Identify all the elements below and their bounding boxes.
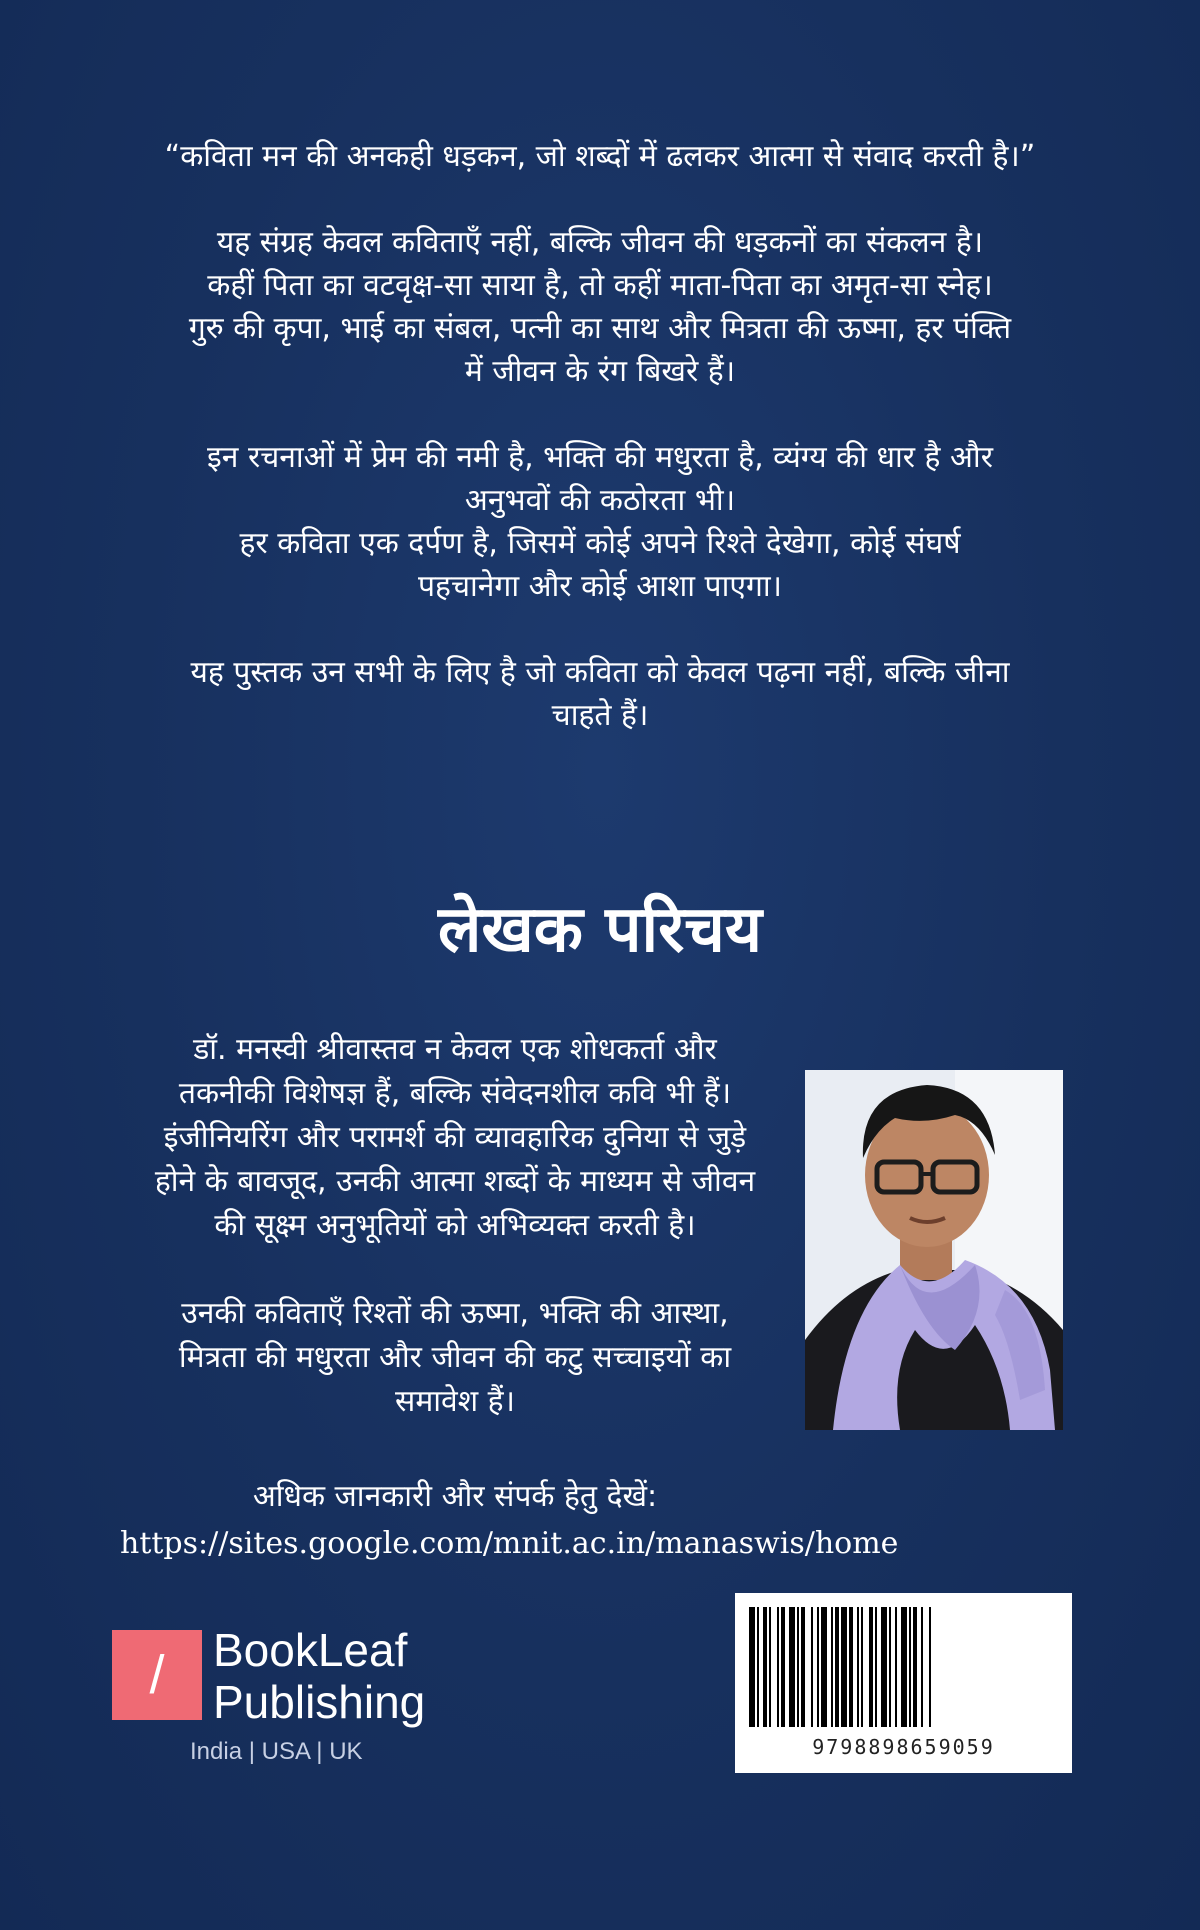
bio-line: डॉ. मनस्वी श्रीवास्तव न केवल एक शोधकर्ता और: [193, 1032, 717, 1067]
author-photo: [805, 1070, 1063, 1430]
barcode-bar: [769, 1607, 771, 1727]
barcode-number: 9798898659059: [812, 1735, 995, 1759]
barcode-bar: [861, 1607, 863, 1727]
blurb-line: में जीवन के रंग बिखरे हैं।: [464, 354, 736, 389]
blurb-line: यह पुस्तक उन सभी के लिए है जो कविता को केवल पढ़ना नहीं, बल्कि जीना: [190, 655, 1010, 690]
barcode-bar: [789, 1607, 795, 1727]
contact-label: अधिक जानकारी और संपर्क हेतु देखें:: [252, 1479, 658, 1514]
barcode-bar: [841, 1607, 847, 1727]
barcode-bar: [857, 1607, 859, 1727]
barcode-bar: [811, 1607, 813, 1727]
blurb-line: अनुभवों की कठोरता भी।: [464, 483, 736, 518]
barcode-bar: [835, 1607, 839, 1727]
blurb-line: कहीं पिता का वटवृक्ष-सा साया है, तो कहीं माता-पिता का अमृत-सा स्नेह।: [207, 268, 993, 303]
barcode-bar: [869, 1607, 873, 1727]
barcode-bar: [797, 1607, 799, 1727]
quote: “कविता मन की अनकही धड़कन, जो शब्दों में ढलकर आत्मा से संवाद करती है।”: [164, 139, 1036, 174]
barcode-bar: [821, 1607, 827, 1727]
barcode-bar: [901, 1607, 907, 1727]
barcode-bar: [831, 1607, 833, 1727]
barcode-bar: [881, 1607, 887, 1727]
barcode-bar: [749, 1607, 755, 1727]
bio-line: इंजीनियरिंग और परामर्श की व्यावहारिक दुनिया से जुड़े: [163, 1120, 747, 1155]
barcode-bar: [913, 1607, 917, 1727]
bio-line: उनकी कविताएँ रिश्तों की ऊष्मा, भक्ति की आस्था,: [181, 1296, 729, 1331]
bio-line: तकनीकी विशेषज्ञ हैं, बल्कि संवेदनशील कवि भी हैं।: [178, 1076, 732, 1111]
barcode-bar: [921, 1607, 923, 1727]
blurb-line: गुरु की कृपा, भाई का संबल, पत्नी का साथ और मित्रता की ऊष्मा, हर पंक्ति: [188, 311, 1012, 346]
blurb-line: इन रचनाओं में प्रेम की नमी है, भक्ति की मधुरता है, व्यंग्य की धार है और: [207, 440, 993, 475]
bio-paragraph-2: [115, 1292, 795, 1424]
barcode-bar: [763, 1607, 767, 1727]
bio-line: मित्रता की मधुरता और जीवन की कटु सच्चाइयों का: [178, 1340, 732, 1375]
bio-paragraph-1: [115, 1028, 795, 1248]
barcode-bar: [801, 1607, 805, 1727]
bio-line: की सूक्ष्म अनुभूतियों को अभिव्यक्त करती है।: [214, 1208, 696, 1243]
blurb-line: यह संग्रह केवल कविताएँ नहीं, बल्कि जीवन की धड़कनों का संकलन है।: [216, 225, 984, 260]
author-bio: [115, 1028, 795, 1468]
barcode-bar: [909, 1607, 911, 1727]
blurb-line: पहचानेगा और कोई आशा पाएगा।: [417, 569, 782, 604]
barcode-bar: [929, 1607, 931, 1727]
barcode-bars-icon: [735, 1593, 1072, 1733]
bio-line: समावेश हैं।: [395, 1384, 515, 1419]
author-portrait-illustration: [805, 1070, 1063, 1430]
slash-icon: /: [149, 1645, 165, 1705]
blurb-paragraph-1: [110, 221, 1090, 393]
blurb-paragraph-3: [110, 651, 1090, 737]
barcode-bar: [781, 1607, 785, 1727]
contact-url[interactable]: https://sites.google.com/mnit.ac.in/manaswis/home: [120, 1526, 899, 1561]
publisher-regions: India | USA | UK: [190, 1738, 363, 1765]
barcode-bar: [777, 1607, 779, 1727]
blurb-line: चाहते हैं।: [551, 698, 649, 733]
publisher-name: [213, 1624, 425, 1728]
blurb-line: हर कविता एक दर्पण है, जिसमें कोई अपने रिश्ते देखेगा, कोई संघर्ष: [239, 526, 961, 561]
barcode-bar: [757, 1607, 759, 1727]
bio-line: होने के बावजूद, उनकी आत्मा शब्दों के माध्यम से जीवन: [154, 1164, 756, 1199]
publisher-name-line: BookLeaf: [213, 1624, 408, 1676]
barcode-bar: [889, 1607, 891, 1727]
barcode-bar: [849, 1607, 853, 1727]
publisher-logo: [112, 1630, 202, 1720]
barcode-bar: [817, 1607, 819, 1727]
barcode: [735, 1593, 1072, 1773]
blurb: [110, 135, 1090, 780]
author-heading: लेखक परिचय: [437, 893, 763, 967]
barcode-bar: [895, 1607, 897, 1727]
publisher-name-line: Publishing: [213, 1676, 426, 1728]
barcode-bar: [875, 1607, 877, 1727]
blurb-paragraph-2: [110, 436, 1090, 608]
